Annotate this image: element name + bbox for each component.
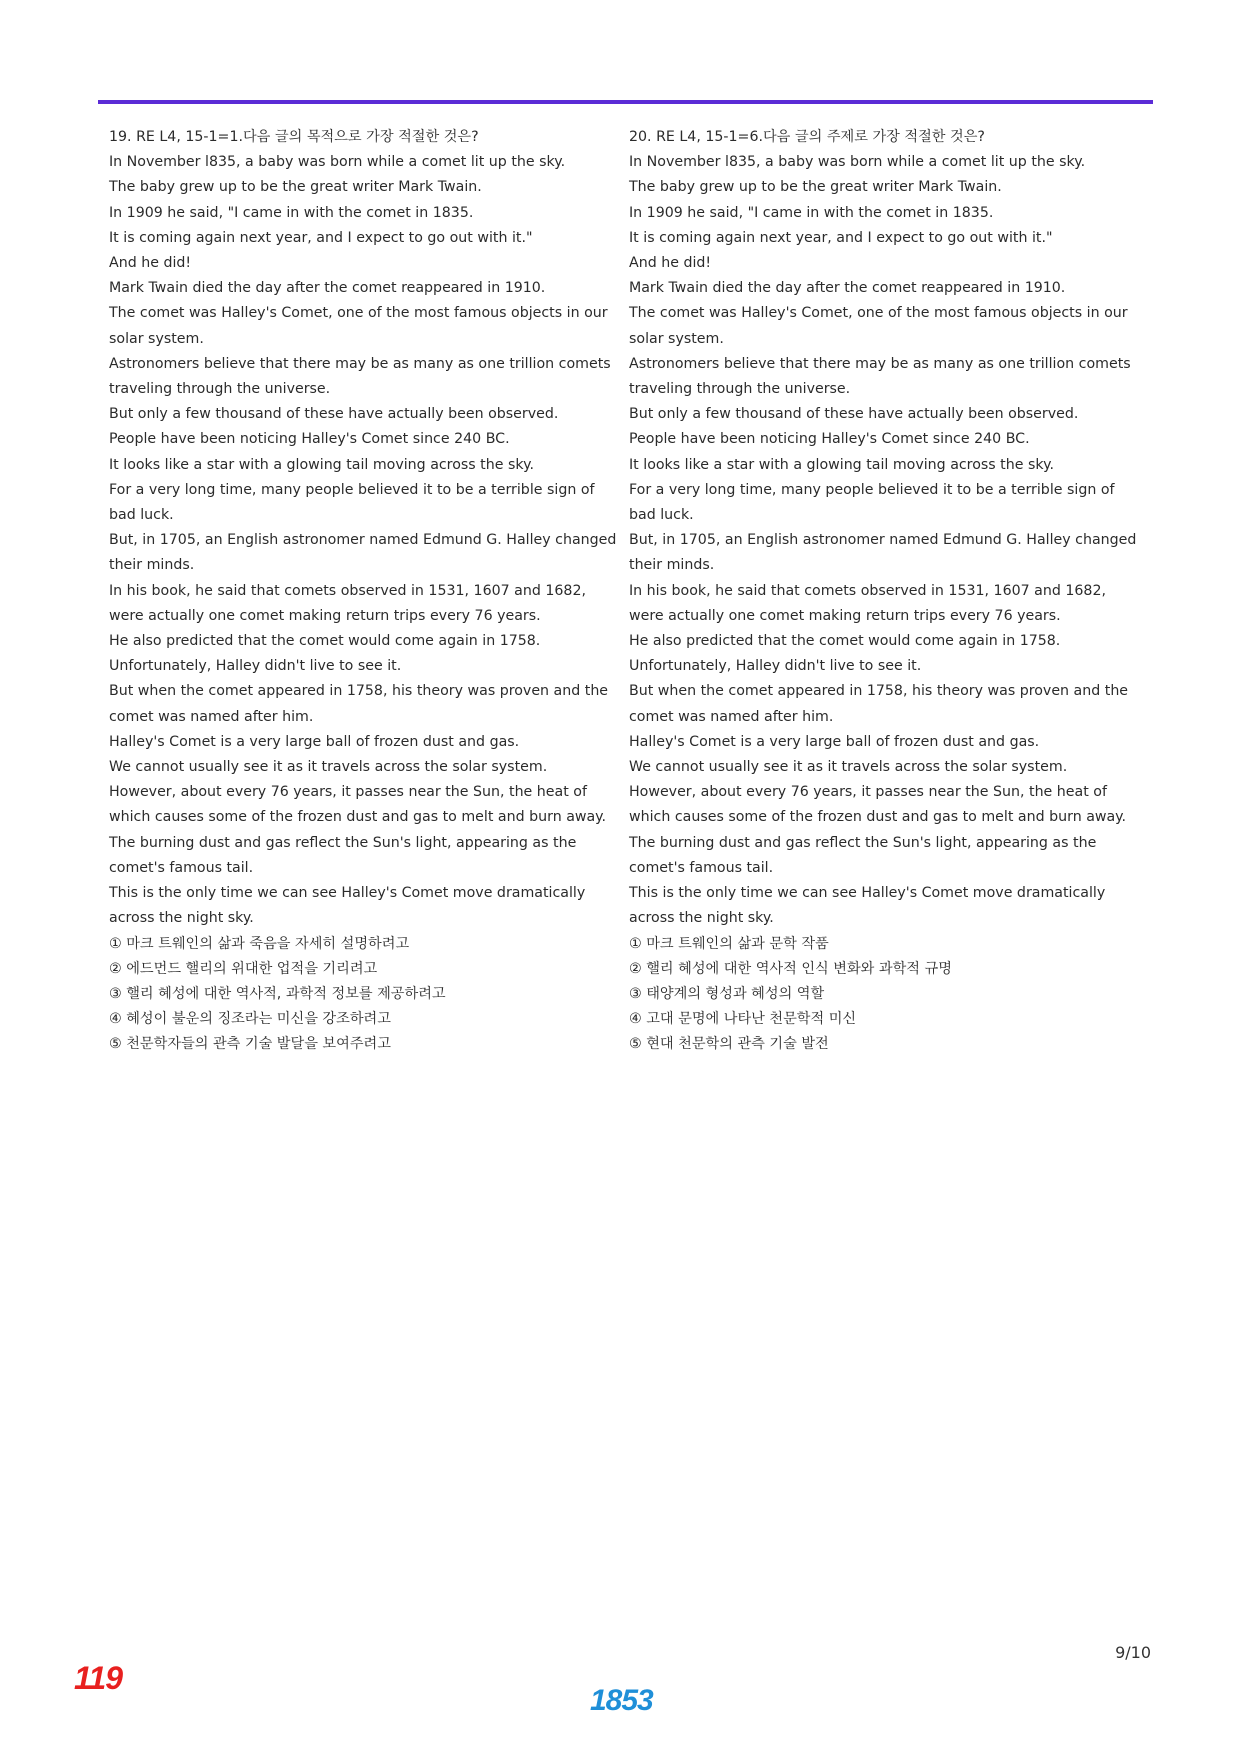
passage-sentence: But when the comet appeared in 1758, his theory was proven and the comet was named after him. — [109, 683, 609, 725]
passage-sentence: Unfortunately, Halley didn't live to see it. — [109, 658, 402, 675]
passage-sentence: However, about every 76 years, it passes near the Sun, the heat of which causes some of the frozen dust and gas to melt and burn away. — [629, 784, 1127, 826]
question-20-header: 20. RE L4, 15-1=6.다음 글의 주제로 가장 적절한 것은? — [629, 129, 985, 145]
passage-sentence: For a very long time, many people believed it to be a terrible sign of bad luck. — [629, 481, 1115, 524]
passage-sentence: And he did! — [109, 255, 192, 272]
top-divider-rule — [98, 100, 1153, 104]
passage-sentence: But only a few thousand of these have actually been observed. — [109, 406, 559, 423]
answer-choice: ③ 태양계의 형성과 혜성의 역할 — [629, 985, 825, 1002]
passage-sentence: In 1909 he said, "I came in with the comet in 1835. — [109, 204, 474, 221]
passage-sentence: But only a few thousand of these have actually been observed. — [629, 406, 1079, 423]
passage-sentence: Astronomers believe that there may be as many as one trillion comets traveling through the universe. — [629, 355, 1131, 398]
passage-sentence: We cannot usually see it as it travels across the solar system. — [629, 759, 1068, 776]
brand-logo-119: 119 — [74, 1660, 123, 1696]
passage-sentence: But when the comet appeared in 1758, his theory was proven and the comet was named after him. — [629, 683, 1129, 725]
passage-sentence: It is coming again next year, and I expect to go out with it." — [109, 229, 533, 246]
passage-sentence: It is coming again next year, and I expect to go out with it." — [629, 229, 1053, 246]
passage-sentence: In his book, he said that comets observed in 1531, 1607 and 1682, were actually one comet making return trips every 76 years. — [629, 582, 1106, 624]
passage-sentence: In November l835, a baby was born while a comet lit up the sky. — [629, 154, 1086, 171]
passage-sentence: The comet was Halley's Comet, one of the most famous objects in our solar system. — [629, 305, 1128, 347]
question-20-choices — [629, 932, 1141, 1058]
passage-sentence: People have been noticing Halley's Comet since 240 BC. — [629, 431, 1030, 448]
passage-sentence: It looks like a star with a glowing tail moving across the sky. — [109, 456, 534, 473]
question-19-column — [109, 125, 621, 1058]
passage-sentence: The baby grew up to be the great writer Mark Twain. — [109, 179, 482, 196]
brand-logo-1853: 1853 — [590, 1684, 653, 1717]
passage-sentence: This is the only time we can see Halley's Comet move dramatically across the night sky. — [109, 885, 586, 927]
passage-sentence: The baby grew up to be the great writer Mark Twain. — [629, 179, 1002, 196]
passage-sentence: And he did! — [629, 255, 712, 272]
passage-sentence: But, in 1705, an English astronomer named Edmund G. Halley changed their minds. — [109, 532, 617, 574]
passage-sentence: Mark Twain died the day after the comet reappeared in 1910. — [629, 280, 1066, 297]
passage-sentence: People have been noticing Halley's Comet since 240 BC. — [109, 431, 510, 448]
passage-sentence: Halley's Comet is a very large ball of frozen dust and gas. — [629, 733, 1040, 750]
passage-sentence: Astronomers believe that there may be as many as one trillion comets traveling through the universe. — [109, 355, 611, 398]
answer-choice: ② 핼리 혜성에 대한 역사적 인식 변화와 과학적 규명 — [629, 960, 952, 977]
passage-sentence: For a very long time, many people believed it to be a terrible sign of bad luck. — [109, 481, 595, 524]
passage-sentence: However, about every 76 years, it passes near the Sun, the heat of which causes some of the frozen dust and gas to melt and burn away. — [109, 784, 607, 826]
passage-sentence: We cannot usually see it as it travels across the solar system. — [109, 759, 548, 776]
answer-choice: ② 에드먼드 핼리의 위대한 업적을 기리려고 — [109, 960, 378, 977]
passage-sentence: In his book, he said that comets observed in 1531, 1607 and 1682, were actually one comet making return trips every 76 years. — [109, 582, 586, 624]
passage-sentence: This is the only time we can see Halley's Comet move dramatically across the night sky. — [629, 885, 1106, 927]
passage-sentence: Unfortunately, Halley didn't live to see it. — [629, 658, 922, 675]
passage-sentence: In November l835, a baby was born while a comet lit up the sky. — [109, 154, 566, 171]
passage-sentence: It looks like a star with a glowing tail moving across the sky. — [629, 456, 1054, 473]
answer-choice: ④ 고대 문명에 나타난 천문학적 미신 — [629, 1011, 857, 1028]
answer-choice: ③ 핼리 혜성에 대한 역사적, 과학적 정보를 제공하려고 — [109, 985, 446, 1002]
passage-sentence: The comet was Halley's Comet, one of the most famous objects in our solar system. — [109, 305, 608, 347]
question-19-header: 19. RE L4, 15-1=1.다음 글의 목적으로 가장 적절한 것은? — [109, 129, 479, 145]
passage-sentence: The burning dust and gas reflect the Sun's light, appearing as the comet's famous tail. — [109, 834, 577, 876]
answer-choice: ① 마크 트웨인의 삶과 죽음을 자세히 설명하려고 — [109, 935, 410, 952]
answer-choice: ⑤ 천문학자들의 관측 기술 발달을 보여주려고 — [109, 1036, 391, 1053]
passage-sentence: Halley's Comet is a very large ball of frozen dust and gas. — [109, 733, 520, 750]
page-indicator: 9/10 — [1115, 1643, 1151, 1662]
answer-choice: ① 마크 트웨인의 삶과 문학 작품 — [629, 935, 829, 952]
question-20-passage — [629, 150, 1141, 931]
passage-sentence: But, in 1705, an English astronomer named Edmund G. Halley changed their minds. — [629, 532, 1137, 574]
answer-choice: ⑤ 현대 천문학의 관측 기술 발전 — [629, 1036, 829, 1053]
passage-sentence: The burning dust and gas reflect the Sun's light, appearing as the comet's famous tail. — [629, 834, 1097, 876]
passage-sentence: Mark Twain died the day after the comet reappeared in 1910. — [109, 280, 546, 297]
question-19-passage — [109, 150, 621, 931]
passage-sentence: He also predicted that the comet would come again in 1758. — [109, 633, 541, 650]
question-19-choices — [109, 932, 621, 1058]
passage-sentence: In 1909 he said, "I came in with the comet in 1835. — [629, 204, 994, 221]
answer-choice: ④ 혜성이 불운의 징조라는 미신을 강조하려고 — [109, 1011, 391, 1028]
question-20-column — [629, 125, 1141, 1058]
passage-sentence: He also predicted that the comet would come again in 1758. — [629, 633, 1061, 650]
